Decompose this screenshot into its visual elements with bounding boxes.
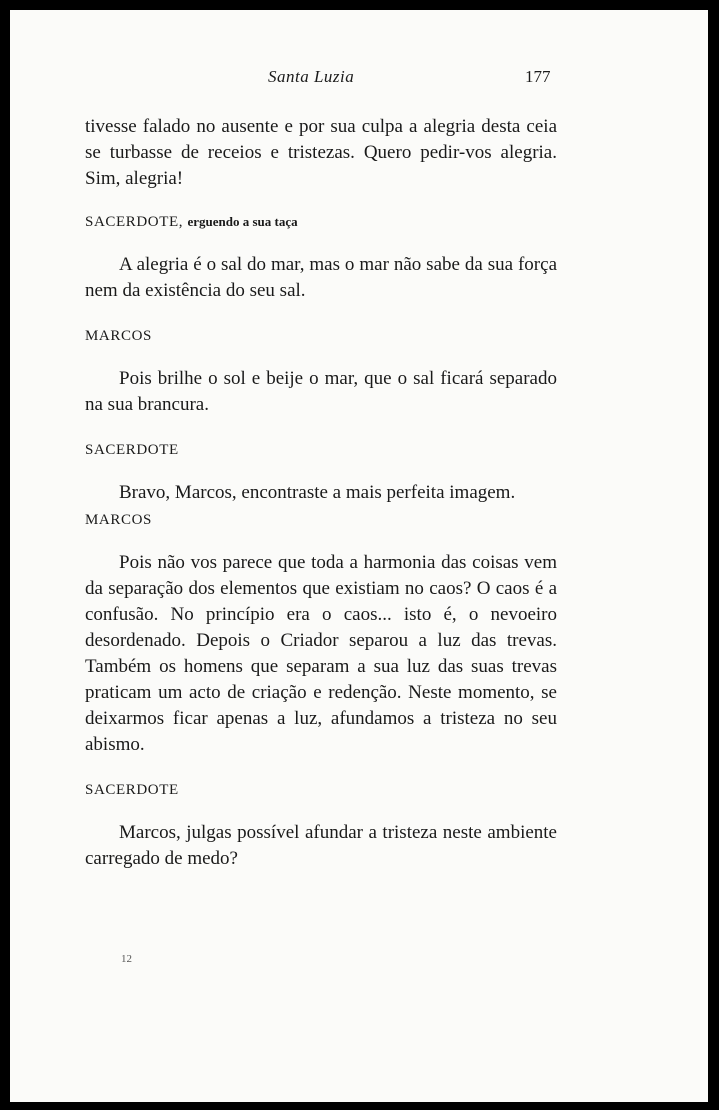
paragraph: Marcos, julgas possível afundar a tristeza neste ambiente carregado de medo? xyxy=(85,822,557,869)
paragraph: A alegria é o sal do mar, mas o mar não sabe da sua força nem da existência do seu sal. xyxy=(85,254,557,301)
running-head xyxy=(10,67,708,91)
paragraph: Pois brilhe o sol e beije o mar, que o sal ficará separado na sua brancura. xyxy=(85,368,557,415)
book-page xyxy=(10,10,708,1102)
page-text xyxy=(85,114,557,872)
speaker-name: SACERDOTE, xyxy=(85,214,184,230)
page-number: 177 xyxy=(525,67,551,86)
speaker-heading: MARCOS xyxy=(85,512,152,528)
paragraph-continuation: tivesse falado no ausente e por sua culpa a alegria desta ceia se turbasse de receios e tristezas. Quero pedir-vos alegria. Sim, alegria! xyxy=(85,116,557,189)
speaker-heading: MARCOS xyxy=(85,328,152,344)
paragraph: Bravo, Marcos, encontraste a mais perfeita imagem. xyxy=(119,482,516,503)
speaker-heading: SACERDOTE xyxy=(85,782,179,798)
stage-direction: erguendo a sua taça xyxy=(187,214,298,229)
signature-mark: 12 xyxy=(121,953,132,965)
running-title: Santa Luzia xyxy=(268,67,355,86)
paragraph: Pois não vos parece que toda a harmonia das coisas vem da separação dos elementos que existiam no caos? O caos é a confusão. No princípio era o caos... isto é, o nevoeiro desordenado. Depois o Criador separou a luz das trevas. Também os homens que separam a sua luz das suas trevas praticam um acto de criação e redenção. Neste momento, se deixarmos ficar apenas a luz, afundamos a tristeza no seu abismo. xyxy=(85,552,557,755)
speaker-heading xyxy=(85,212,557,232)
speaker-heading: SACERDOTE xyxy=(85,442,179,458)
